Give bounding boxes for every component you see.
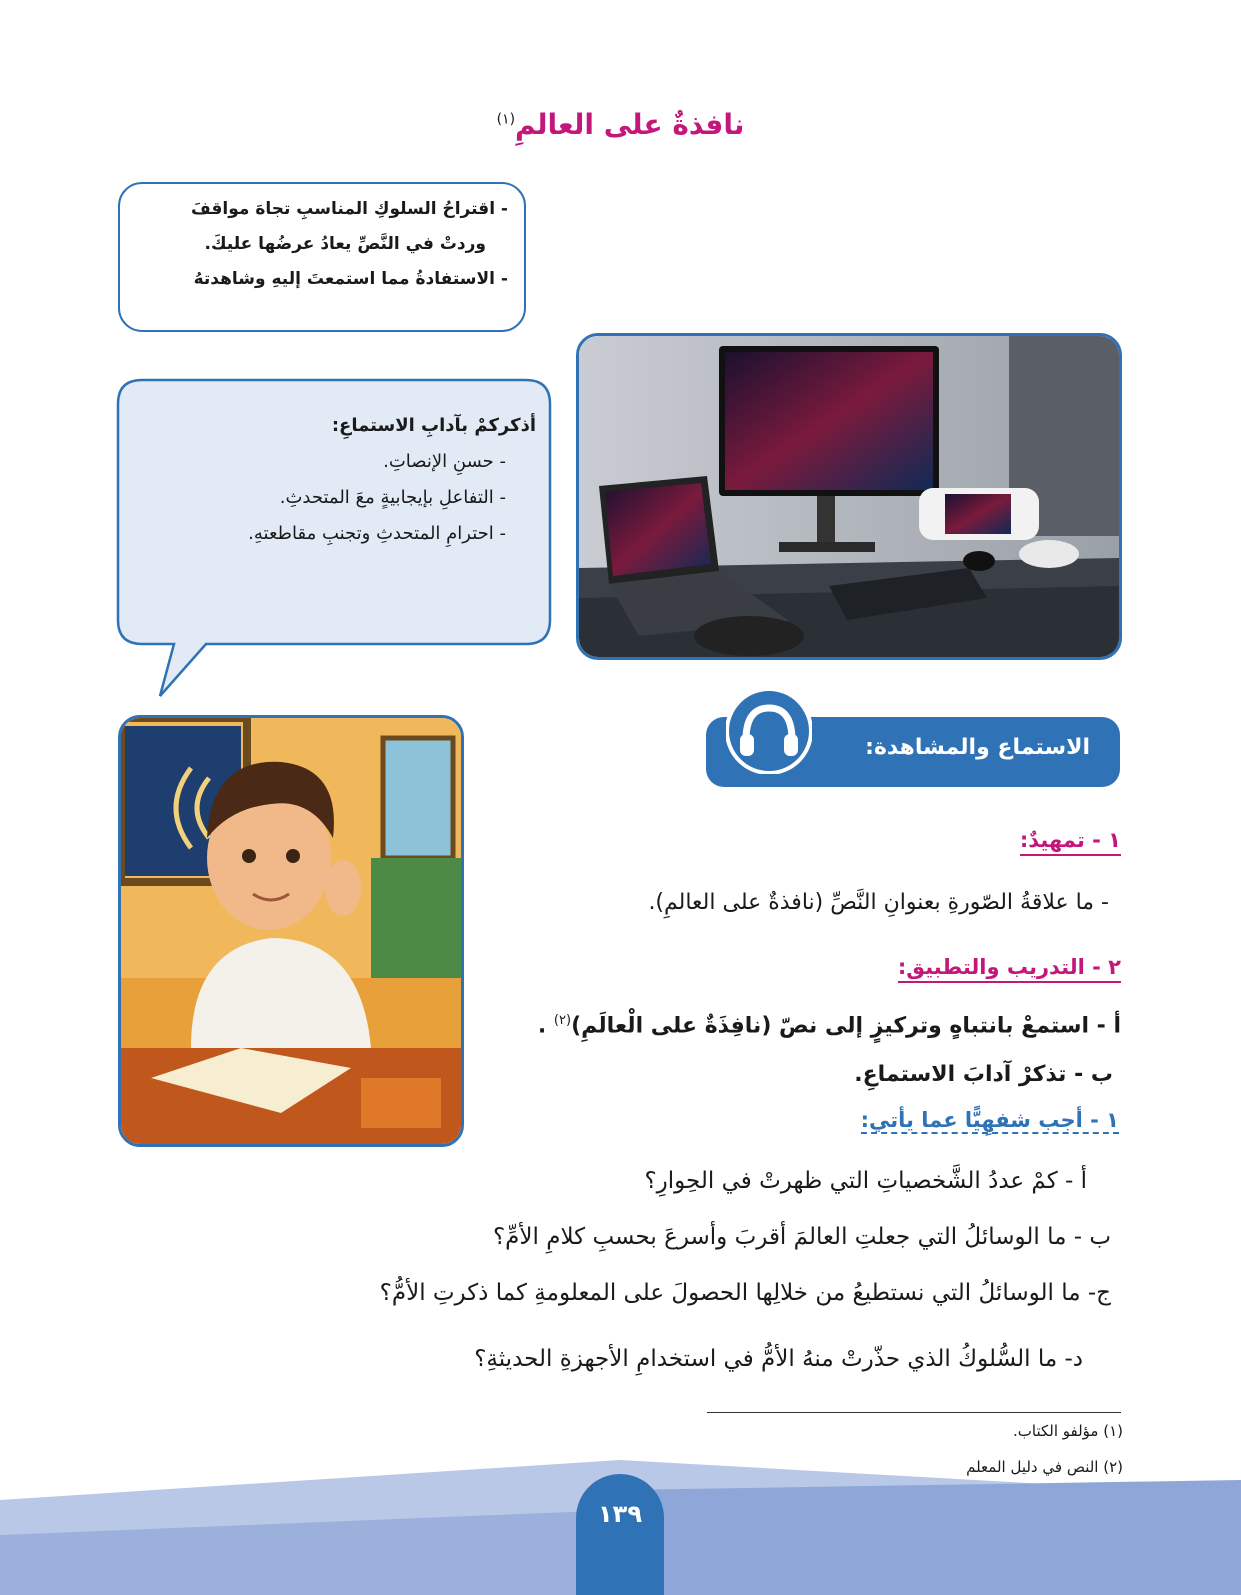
oral-question: ب - ما الوسائلُ التي جعلتِ العالمَ أقربَ وأسرعَ بحسبِ كلامِ الأمِّ؟: [492, 1224, 1111, 1250]
page-title-text: نافذةٌ على العالمِ: [515, 108, 745, 141]
boy-listening-illustration: [118, 715, 464, 1147]
practice-heading: ٢ - التدريب والتطبيق:: [898, 955, 1121, 983]
headphones-icon: [726, 688, 812, 774]
bubble-heading: أذكركمْ بآدابِ الاستماعِ:: [331, 415, 536, 436]
page-title: [0, 108, 1241, 141]
oral-heading: ١ - أجب شفهِيًّا عما يأتي:: [860, 1108, 1119, 1132]
oral-question: ج- ما الوسائلُ التي نستطيعُ من خلالِها الحصولَ على المعلومةِ كما ذكرتِ الأمُّ؟: [379, 1280, 1111, 1306]
practice-heading-wrap: [898, 955, 1121, 983]
objectives-box: [118, 182, 526, 332]
practice-item-a: [538, 1013, 1121, 1038]
footnote: (١) مؤلفو الكتاب.: [1012, 1422, 1123, 1440]
practice-item-b: ب - تذكرْ آدابَ الاستماعِ.: [854, 1062, 1113, 1087]
bubble-item: - حسنِ الإنصاتِ.: [383, 451, 506, 472]
objective-line: - الاستفادةُ مما استمعتَ إليهِ وشاهدتهُ: [193, 269, 508, 289]
footnote: (٢) النص في دليل المعلم: [966, 1458, 1123, 1476]
oral-question: أ - كمْ عددُ الشَّخصياتِ التي ظهرتْ في الحِوارِ؟: [644, 1168, 1087, 1194]
practice-item-a-text: أ - استمعْ بانتباهٍ وتركيزٍ إلى نصّ (نافِذَةٌ على الْعالَمِ): [571, 1013, 1121, 1039]
objective-line: وردتْ في النَّصِّ يعادُ عرضُها عليكَ.: [204, 234, 486, 254]
page-number: ١٣٩: [576, 1474, 664, 1595]
bubble-item: - احترامِ المتحدثِ وتجنبِ مقاطعتهِ.: [248, 523, 506, 544]
footnote-divider: [707, 1412, 1121, 1413]
intro-heading: ١ - تمهيدٌ:: [1020, 828, 1121, 856]
title-footnote-ref: (١): [496, 111, 516, 128]
gaming-setup-photo: [576, 333, 1122, 660]
speech-bubble: [116, 378, 560, 700]
banner-label: الاستماع والمشاهدة:: [865, 735, 1090, 760]
practice-item-a-end: .: [537, 1013, 554, 1039]
oral-heading-wrap: [861, 1108, 1119, 1134]
intro-question: - ما علاقةُ الصّورةِ بعنوانِ النَّصِّ (نافذةٌ على العالمِ).: [648, 890, 1109, 915]
bubble-item: - التفاعلِ بإيجابيةٍ معَ المتحدثِ.: [279, 487, 506, 508]
intro-heading-wrap: [1020, 828, 1121, 856]
practice-item-a-ref: (٢): [553, 1013, 572, 1028]
oral-question: د- ما السُّلوكُ الذي حذّرتْ منهُ الأمُّ في استخدامِ الأجهزةِ الحديثةِ؟: [474, 1346, 1083, 1372]
objective-line: - اقتراحُ السلوكِ المناسبِ تجاهَ مواقفَ: [191, 199, 508, 219]
